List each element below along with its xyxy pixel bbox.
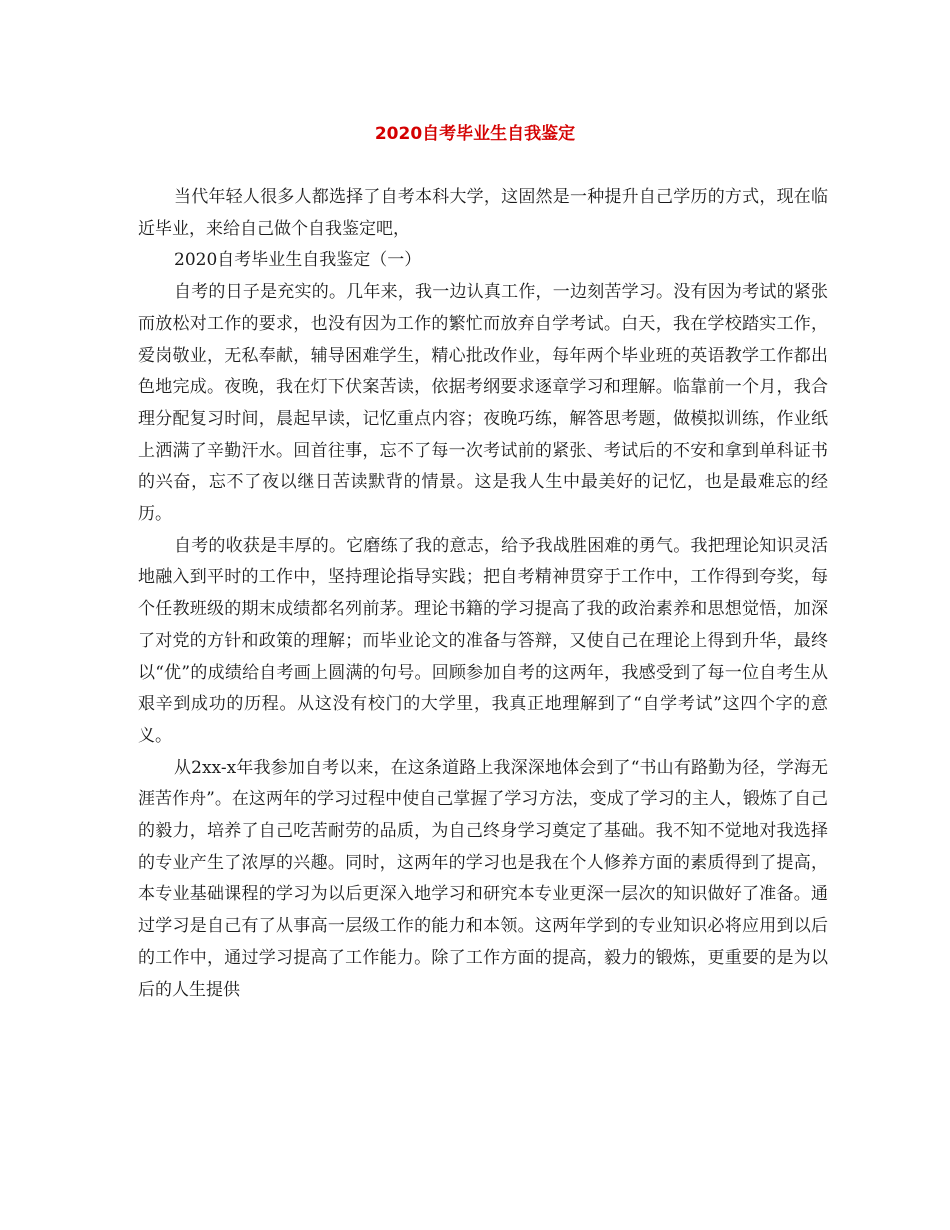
paragraph-3: 从2xx-x年我参加自考以来，在这条道路上我深深地体会到了“书山有路勤为径，学海无涯苦作舟”。在这两年的学习过程中使自己掌握了学习方法，变成了学习的主人，锻炼了自己的毅力，培养了自己吃苦耐劳的品质，为自己终身学习奠定了基础。我不知不觉地对我选择的专业产生了浓厚的兴趣。同时，这两年的学习也是我在个人修养方面的素质得到了提高，本专业基础课程的学习为以后更深入地学习和研究本专业更深一层次的知识做好了准备。通过学习是自己有了从事高一层级工作的能力和本领。这两年学到的专业知识必将应用到以后的工作中，通过学习提高了工作能力。除了工作方面的提高，毅力的锻炼，更重要的是为以后的人生提供 bbox=[138, 757, 828, 1000]
document-title: 2020自考毕业生自我鉴定 bbox=[374, 124, 576, 144]
document-body bbox=[138, 182, 828, 1006]
section-heading: 2020自考毕业生自我鉴定（一） bbox=[174, 250, 422, 271]
paragraph-2: 自考的收获是丰厚的。它磨练了我的意志，给予我战胜困难的勇气。我把理论知识灵活地融入到平时的工作中，坚持理论指导实践；把自考精神贯穿于工作中，工作得到夸奖，每个任教班级的期末成绩都名列前茅。理论书籍的学习提高了我的政治素养和思想觉悟，加深了对党的方针和政策的理解；而毕业论文的准备与答辩，又使自己在理论上得到升华，最终以“优”的成绩给自考画上圆满的句号。回顾参加自考的这两年，我感受到了每一位自考生从艰辛到成功的历程。从这没有校门的大学里，我真正地理解到了“自学考试”这四个字的意义。 bbox=[138, 535, 828, 746]
paragraph-1: 自考的日子是充实的。几年来，我一边认真工作，一边刻苦学习。没有因为考试的紧张而放松对工作的要求，也没有因为工作的繁忙而放弃自学考试。白天，我在学校踏实工作，爱岗敬业，无私奉献，辅导困难学生，精心批改作业，每年两个毕业班的英语教学工作都出色地完成。夜晚，我在灯下伏案苦读，依据考纲要求逐章学习和理解。临靠前一个月，我合理分配复习时间，晨起早读，记忆重点内容；夜晚巧练，解答思考题，做模拟训练，作业纸上洒满了辛勤汗水。回首往事，忘不了每一次考试前的紧张、考试后的不安和拿到单科证书的兴奋，忘不了夜以继日苦读默背的情景。这是我人生中最美好的记忆，也是最难忘的经历。 bbox=[138, 282, 828, 525]
paragraph-intro: 当代年轻人很多人都选择了自考本科大学，这固然是一种提升自己学历的方式，现在临近毕业，来给自己做个自我鉴定吧， bbox=[138, 187, 828, 239]
